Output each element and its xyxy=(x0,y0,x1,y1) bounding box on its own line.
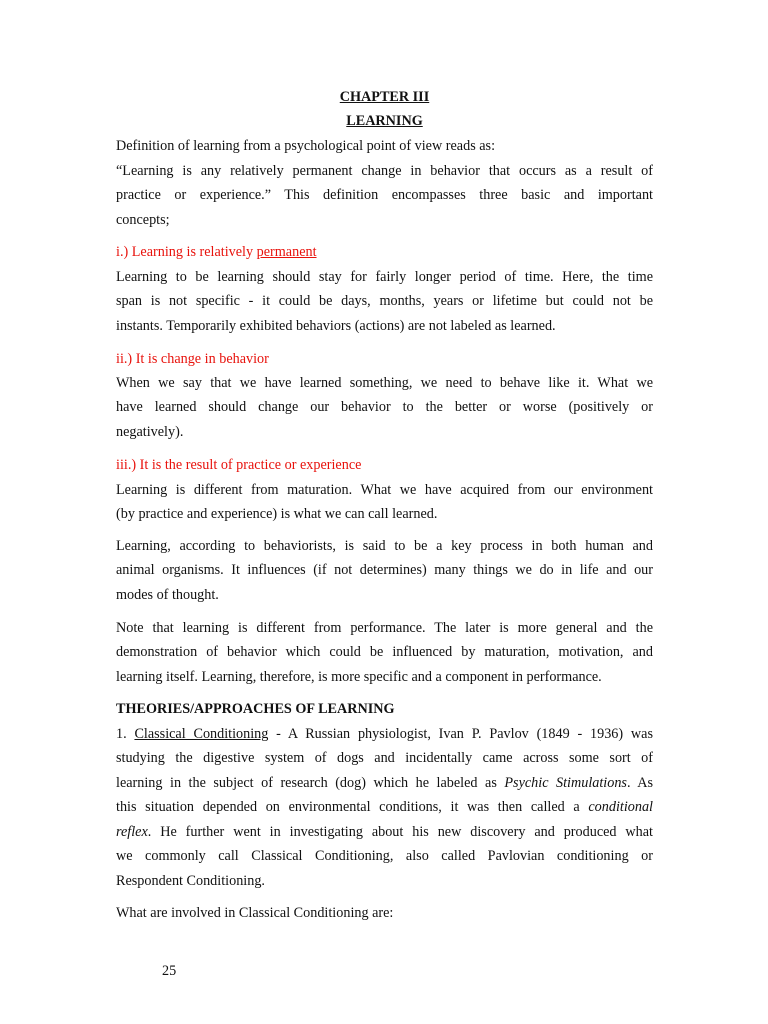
paragraph-line: modes of thought. xyxy=(116,587,219,603)
paragraph-line: Respondent Conditioning. xyxy=(116,873,265,889)
paragraph-line: (by practice and experience) is what we can call learned. xyxy=(116,506,438,522)
concept-heading-permanent xyxy=(116,243,653,261)
paragraph-line: instants. Temporarily exhibited behaviors (actions) are not labeled as learned. xyxy=(116,318,556,334)
page-number: 25 xyxy=(162,963,177,979)
italic-term: Psychic Stimulations xyxy=(504,775,627,791)
line-text: learning in the subject of research (dog) which he labeled as xyxy=(116,775,505,791)
concept-heading-underlined: permanent xyxy=(256,244,317,260)
italic-term: conditional xyxy=(588,799,653,815)
paragraph-line: have learned should change our behavior to the better or worse (positively or xyxy=(116,399,653,415)
section-heading: THEORIES/APPROACHES OF LEARNING xyxy=(116,701,395,717)
paragraph-line: demonstration of behavior which could be influenced by maturation, motivation, and xyxy=(116,644,653,660)
chapter-title: LEARNING xyxy=(346,113,423,129)
line-text: - A Russian physiologist, Ivan P. Pavlov (1849 - 1936) was xyxy=(268,726,653,742)
concept-heading-change: ii.) It is change in behavior xyxy=(116,351,269,367)
paragraph-line: Learning is different from maturation. What we have acquired from our environment xyxy=(116,482,653,498)
paragraph-line: we commonly call Classical Conditioning, also called Pavlovian conditioning or xyxy=(116,848,653,864)
paragraph-line: span is not specific - it could be days, months, years or lifetime but could not be xyxy=(116,293,653,309)
paragraph-line: When we say that we have learned something, we need to behave like it. What we xyxy=(116,375,653,391)
intro-line: Definition of learning from a psychological point of view reads as: xyxy=(116,138,496,154)
list-number: 1. xyxy=(116,726,135,742)
line-text: . As xyxy=(626,775,654,791)
paragraph-line: Note that learning is different from performance. The later is more general and the xyxy=(116,620,653,636)
paragraph-line: Learning, according to behaviorists, is said to be a key process in both human and xyxy=(116,538,653,554)
italic-term: reflex xyxy=(116,824,148,840)
paragraph-line: studying the digestive system of dogs and incidentally came across some sort of xyxy=(116,750,653,766)
line-text: . He further went in investigating about his new discovery and produced what xyxy=(147,824,653,840)
definition-line: concepts; xyxy=(116,212,170,228)
term-classical-conditioning: Classical Conditioning xyxy=(134,726,269,742)
paragraph-line xyxy=(116,823,653,841)
definition-line: “Learning is any relatively permanent change in behavior that occurs as a result of xyxy=(116,163,653,179)
concept-heading-text: i.) Learning is relatively xyxy=(116,244,257,260)
paragraph-line xyxy=(116,774,653,792)
paragraph-line: What are involved in Classical Conditioning are: xyxy=(116,905,394,921)
line-text: this situation depended on environmental conditions, it was then called a xyxy=(116,799,589,815)
paragraph-line: animal organisms. It influences (if not determines) many things we do in life and our xyxy=(116,562,653,578)
paragraph-line: Learning to be learning should stay for fairly longer period of time. Here, the time xyxy=(116,269,653,285)
chapter-label: CHAPTER III xyxy=(339,89,430,105)
paragraph-line: negatively). xyxy=(116,424,184,440)
concept-heading-practice: iii.) It is the result of practice or experience xyxy=(116,457,362,473)
paragraph-line: learning itself. Learning, therefore, is more specific and a component in performance. xyxy=(116,669,602,685)
paragraph-line xyxy=(116,798,653,816)
definition-line: practice or experience.” This definition encompasses three basic and important xyxy=(116,187,653,203)
paragraph-line xyxy=(116,725,653,743)
